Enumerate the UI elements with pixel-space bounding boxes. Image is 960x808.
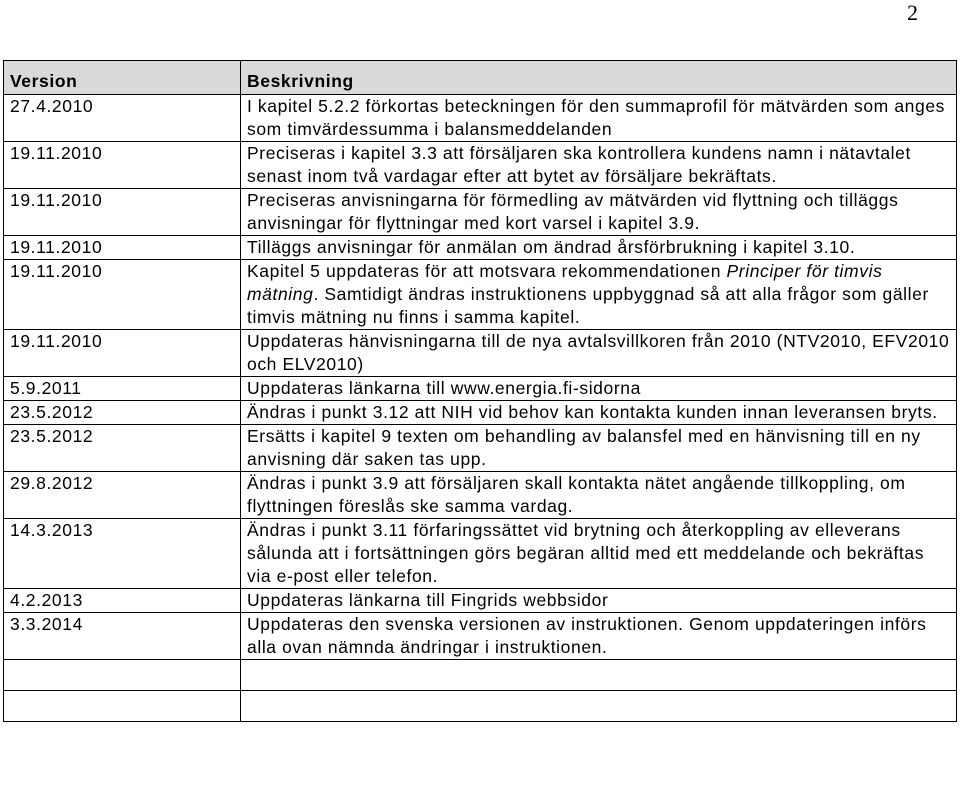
- table-row: [4, 519, 957, 589]
- description-cell: Ersätts i kapitel 9 texten om behandling av balansfel med en hänvisning till en ny anvisning där saken tas upp.: [241, 425, 957, 472]
- description-cell: Uppdateras länkarna till Fingrids webbsidor: [241, 589, 957, 613]
- version-cell: 19.11.2010: [4, 260, 241, 330]
- description-cell: Ändras i punkt 3.12 att NIH vid behov kan kontakta kunden innan leveransen bryts.: [241, 401, 957, 425]
- description-text: Kapitel 5 uppdateras för att motsvara rekommendationen: [247, 261, 727, 281]
- description-cell: [241, 260, 957, 330]
- table-row: [4, 377, 957, 401]
- description-cell: [241, 691, 957, 722]
- description-text: . Samtidigt ändras instruktionens uppbyggnad så att alla frågor som gäller timvis mätning nu finns i samma kapitel.: [247, 284, 929, 327]
- version-cell: 19.11.2010: [4, 189, 241, 236]
- description-cell: Preciseras anvisningarna för förmedling av mätvärden vid flyttning och tilläggs anvisningar för flyttningar med kort varsel i kapitel 3.9.: [241, 189, 957, 236]
- version-cell: 23.5.2012: [4, 401, 241, 425]
- version-cell: 4.2.2013: [4, 589, 241, 613]
- table-row: [4, 142, 957, 189]
- table-row: [4, 95, 957, 142]
- table-row: [4, 589, 957, 613]
- description-cell: Ändras i punkt 3.11 förfaringssättet vid brytning och återkoppling av elleverans sålunda att i fortsättningen görs begäran alltid med ett meddelande och bekräftas via e-post eller telefon.: [241, 519, 957, 589]
- version-cell: [4, 660, 241, 691]
- description-cell: Preciseras i kapitel 3.3 att försäljaren ska kontrollera kundens namn i nätavtalet senast inom två vardagar efter att bytet av försäljare bekräftats.: [241, 142, 957, 189]
- table-row: [4, 472, 957, 519]
- header-description: Beskrivning: [241, 61, 957, 95]
- recommendation-title: Principer för timvis mätning: [247, 261, 883, 304]
- description-cell: I kapitel 5.2.2 förkortas beteckningen för den summaprofil för mätvärden som anges som timvärdessumma i balansmeddelanden: [241, 95, 957, 142]
- version-cell: [4, 691, 241, 722]
- empty-table-row: [4, 691, 957, 722]
- description-cell: Tilläggs anvisningar för anmälan om ändrad årsförbrukning i kapitel 3.10.: [241, 236, 957, 260]
- version-cell: 3.3.2014: [4, 613, 241, 660]
- version-cell: 19.11.2010: [4, 236, 241, 260]
- description-cell: Ändras i punkt 3.9 att försäljaren skall kontakta nätet angående tillkoppling, om flyttningen föreslås ske samma vardag.: [241, 472, 957, 519]
- version-cell: 14.3.2013: [4, 519, 241, 589]
- description-cell: Uppdateras hänvisningarna till de nya avtalsvillkoren från 2010 (NTV2010, EFV2010 och ELV2010): [241, 330, 957, 377]
- table-row: [4, 425, 957, 472]
- version-cell: 19.11.2010: [4, 330, 241, 377]
- description-cell: [241, 660, 957, 691]
- header-version: Version: [4, 61, 241, 95]
- version-cell: 27.4.2010: [4, 95, 241, 142]
- page-number: 2: [907, 0, 918, 25]
- revision-history-table: [3, 60, 957, 722]
- empty-table-row: [4, 660, 957, 691]
- table-row: [4, 189, 957, 236]
- version-cell: 29.8.2012: [4, 472, 241, 519]
- table-row: [4, 613, 957, 660]
- version-cell: 19.11.2010: [4, 142, 241, 189]
- description-cell: Uppdateras länkarna till www.energia.fi-sidorna: [241, 377, 957, 401]
- description-cell: Uppdateras den svenska versionen av instruktionen. Genom uppdateringen införs alla ovan nämnda ändringar i instruktionen.: [241, 613, 957, 660]
- version-cell: 5.9.2011: [4, 377, 241, 401]
- table-row: [4, 236, 957, 260]
- table-header-row: [4, 61, 957, 95]
- table-row: [4, 330, 957, 377]
- version-cell: 23.5.2012: [4, 425, 241, 472]
- table-row: [4, 260, 957, 330]
- table-row: [4, 401, 957, 425]
